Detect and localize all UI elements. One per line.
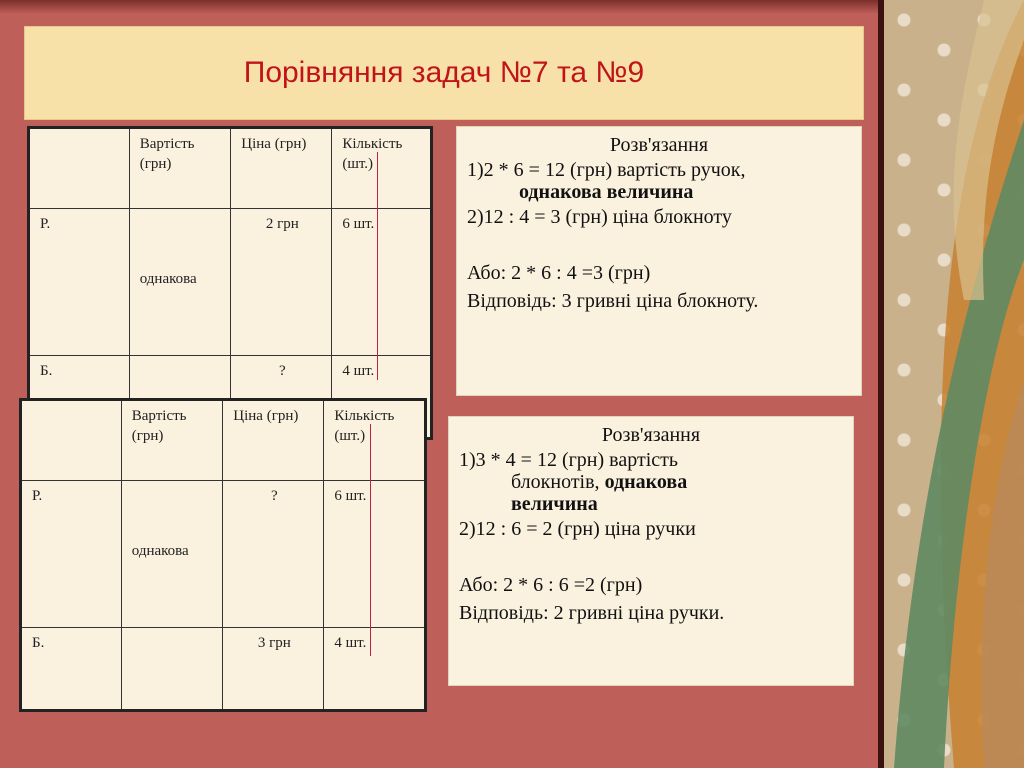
table-header-cell [29, 128, 130, 209]
slide-top-shadow [0, 0, 880, 14]
solution-box-task-9 [448, 416, 854, 686]
table-header-cost: Вартість (грн) [121, 400, 223, 481]
solution-step-1: 1)3 * 4 = 12 (грн) вартість [459, 449, 678, 471]
pink-rule-line [370, 424, 371, 656]
table-header-price: Ціна (грн) [223, 400, 324, 481]
table-row [29, 209, 432, 356]
price-cell: ? [231, 356, 332, 439]
solution-step-1-bold: однакова величина [519, 181, 694, 203]
solution-title: Розв'язання [609, 134, 709, 156]
table-row [21, 628, 426, 711]
row-label: Р. [21, 481, 122, 628]
solution-step-1-cont-text: блокнотів, [511, 471, 600, 493]
solution-alternative: Або: 2 * 6 : 6 =2 (грн) [459, 574, 643, 596]
page-title: Порівняння задач №7 та №9 [243, 56, 645, 89]
solution-box-task-7 [456, 126, 862, 396]
table-header-cost: Вартість (грн) [129, 128, 231, 209]
decorative-drapes-icon [884, 0, 1024, 768]
pink-rule-line [377, 152, 378, 380]
qty-cell: 4 шт. [324, 628, 426, 711]
comparison-table-task-7 [27, 126, 433, 440]
solution-title: Розв'язання [601, 424, 701, 446]
comparison-table-task-9 [19, 398, 427, 712]
solution-step-1-cont [459, 471, 843, 493]
table-header-qty: Кількість (шт.) [324, 400, 426, 481]
table-header-row [21, 400, 426, 481]
qty-cell: 6 шт. [324, 481, 426, 628]
solution-answer: Відповідь: 2 гривні ціна ручки. [459, 602, 725, 624]
solution-step-1: 1)2 * 6 = 12 (грн) вартість ручок, [467, 159, 746, 181]
title-bar [24, 26, 864, 120]
cost-cell [121, 628, 223, 711]
solution-step-2: 2)12 : 6 = 2 (грн) ціна ручки [459, 518, 696, 540]
solution-answer: Відповідь: 3 гривні ціна блокноту. [467, 290, 759, 312]
row-label: Б. [29, 356, 130, 439]
price-cell: 2 грн [231, 209, 332, 356]
solution-step-1-bold-a: однакова [604, 471, 688, 493]
row-label: Р. [29, 209, 130, 356]
cost-cell: однакова [129, 209, 231, 356]
qty-cell: 4 шт. [332, 356, 432, 439]
price-cell: ? [223, 481, 324, 628]
table-header-qty: Кількість (шт.) [332, 128, 432, 209]
decorative-side-panel [884, 0, 1024, 768]
table-header-price: Ціна (грн) [231, 128, 332, 209]
cost-cell: однакова [121, 481, 223, 628]
row-label: Б. [21, 628, 122, 711]
solution-step-1-bold-b: величина [511, 493, 598, 515]
table-header-row [29, 128, 432, 209]
solution-alternative: Або: 2 * 6 : 4 =3 (грн) [467, 262, 651, 284]
price-cell: 3 грн [223, 628, 324, 711]
qty-cell: 6 шт. [332, 209, 432, 356]
table-header-cell [21, 400, 122, 481]
solution-step-2: 2)12 : 4 = 3 (грн) ціна блокноту [467, 206, 732, 228]
table-row [21, 481, 426, 628]
